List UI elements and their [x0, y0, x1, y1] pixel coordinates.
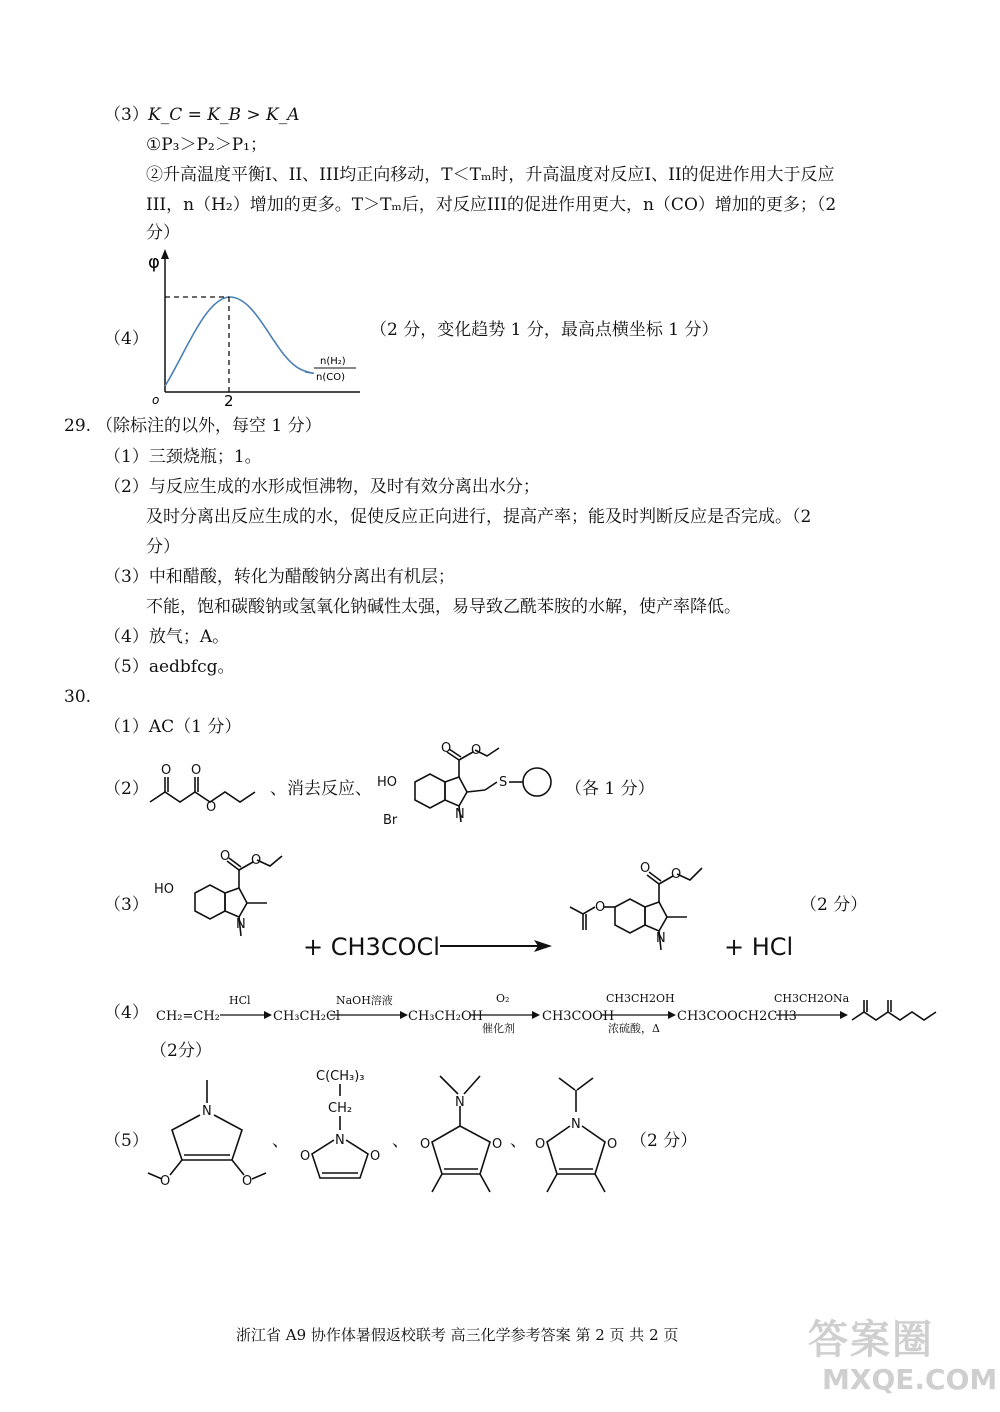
svg-text:O: O: [420, 1137, 431, 1152]
page-footer: 浙江省 A9 协作体暑假返校联考 高三化学参考答案 第 2 页 共 2 页: [236, 1326, 679, 1344]
svg-text:O: O: [671, 867, 682, 882]
svg-text:O: O: [471, 743, 482, 758]
q29-answer-2-line3: 分）: [146, 537, 180, 557]
svg-text:O: O: [492, 1137, 503, 1152]
route-arrow-1: [220, 1010, 272, 1020]
ethyl-acetoacetate-structure: [145, 762, 270, 812]
q30-3-score: （2 分）: [800, 895, 868, 915]
q29-answer-4: （4）放气；A。: [104, 627, 230, 647]
q29-answer-2-line2: 及时分离出反应生成的水，促使反应正向进行，提高产率；能及时判断反应是否完成。（2: [146, 507, 812, 527]
q28-3-number: （3）: [104, 105, 149, 125]
phi-vs-ratio-chart: [140, 244, 365, 409]
q29-answer-3-line1: （3）中和醋酸，转化为醋酸钠分离出有机层；: [104, 567, 455, 587]
q30-2-separator: 、消去反应、: [270, 779, 372, 799]
route-reagent3-top: O₂: [496, 992, 510, 1005]
acetoxy-indole-ester-product: [555, 852, 725, 957]
svg-text:O: O: [191, 763, 202, 778]
q28-3-line3: III，n（H₂）增加的更多。T＞Tₘ后，对反应III的促进作用更大，n（CO）增加的更多；（2: [146, 195, 837, 215]
svg-text:N: N: [656, 931, 666, 946]
q30-number: 30.: [64, 687, 92, 707]
q28-3-line1: ①P₃＞P₂＞P₁；: [146, 135, 268, 155]
svg-text:N: N: [455, 807, 465, 822]
q30-5-sep-2: 、: [392, 1131, 409, 1151]
route-step2-chloroethane: CH₃CH₂Cl: [273, 1009, 341, 1024]
svg-text:O: O: [640, 861, 651, 876]
svg-text:O: O: [535, 1137, 546, 1152]
q29-answer-2-line1: （2）与反应生成的水形成恒沸物，及时有效分离出水分；: [104, 477, 540, 497]
q29-number: 29.: [64, 416, 92, 436]
q30-4-score: （2分）: [150, 1041, 212, 1061]
svg-text:O: O: [220, 849, 231, 864]
svg-text:HO: HO: [377, 775, 398, 790]
y-axis-arrow: [161, 249, 169, 259]
watermark-site: MXQE.COM: [822, 1363, 998, 1396]
svg-text:O: O: [206, 800, 217, 812]
q29-answer-5: （5）aedbfcg。: [104, 657, 235, 677]
phi-curve: [165, 297, 313, 386]
q28-3-line2: ②升高温度平衡I、II、III均正向移动，T＜Tₘ时，升高温度对反应I、II的促进作用大于反应: [146, 165, 835, 185]
x-tick-2: 2: [224, 392, 234, 409]
svg-text:O: O: [300, 1149, 311, 1164]
q28-4-scoring-note: （2 分，变化趋势 1 分，最高点横坐标 1 分）: [370, 320, 719, 340]
q30-3-reagent: + CH3COCl: [303, 933, 440, 961]
svg-text:O: O: [161, 763, 172, 778]
svg-text:N: N: [571, 1117, 581, 1132]
route-reagent1: HCl: [229, 994, 251, 1007]
route-product-ethyl-acetoacetate: [850, 988, 940, 1028]
svg-text:O: O: [370, 1149, 381, 1164]
q30-2-number: （2）: [104, 779, 149, 799]
route-step3-ethanol: CH₃CH₂OH: [408, 1009, 483, 1024]
route-reagent5: CH3CH2ONa: [774, 992, 850, 1005]
svg-text:O: O: [251, 853, 262, 868]
q30-3-reaction-arrow: [440, 938, 555, 954]
route-reagent4-bottom: 浓硫酸，Δ: [608, 1022, 660, 1035]
svg-text:N: N: [202, 1104, 212, 1119]
watermark-logo: 答案圈: [808, 1317, 934, 1363]
route-reagent3-bottom: 催化剂: [482, 1022, 515, 1035]
x-axis-label-denominator: n(CO): [316, 372, 345, 383]
q30-3-number: （3）: [104, 895, 149, 915]
q30-5-sep-3: 、: [510, 1131, 527, 1151]
svg-text:O: O: [160, 1174, 171, 1189]
q30-4-number: （4）: [104, 1003, 149, 1023]
origin-label: o: [152, 393, 160, 407]
q30-2-score: （各 1 分）: [565, 779, 655, 799]
svg-text:O: O: [441, 742, 452, 756]
svg-text:O: O: [595, 900, 606, 915]
q30-5-sep-1: 、: [272, 1131, 289, 1151]
q28-3-line4: 分）: [146, 223, 180, 243]
q29-answer-1: （1）三颈烧瓶；1。: [104, 447, 262, 467]
svg-text:N: N: [236, 917, 246, 932]
svg-text:O: O: [242, 1174, 253, 1189]
q28-4-number: （4）: [104, 329, 149, 349]
route-reagent4-top: CH3CH2OH: [606, 992, 675, 1005]
svg-text:C(CH₃)₃: C(CH₃)₃: [316, 1069, 365, 1084]
svg-text:N: N: [455, 1095, 465, 1110]
route-reagent2: NaOH溶液: [336, 994, 393, 1007]
svg-text:HO: HO: [154, 882, 175, 897]
svg-text:S: S: [499, 775, 508, 790]
q30-answer-1: （1）AC（1 分）: [104, 717, 242, 737]
isomer-2-neopentyl-dioxazole: [290, 1068, 390, 1188]
svg-text:CH₂: CH₂: [328, 1101, 353, 1116]
route-step5-ethyl-acetate: CH3COOCH2CH3: [677, 1009, 797, 1024]
y-axis-label: φ: [148, 252, 160, 273]
q28-3-k-relation: K_C = K_B > K_A: [148, 105, 300, 125]
q30-5-number: （5）: [104, 1131, 149, 1151]
q29-answer-3-line2: 不能，饱和碳酸钠或氢氧化钠碱性太强，易导致乙酰苯胺的水解，使产率降低。: [146, 597, 741, 617]
route-arrow-5: [776, 1010, 848, 1020]
q29-header: （除标注的以外，每空 1 分）: [96, 416, 322, 436]
q30-3-byproduct: + HCl: [724, 933, 794, 961]
route-step1-ethylene: CH₂=CH₂: [156, 1009, 220, 1024]
hydroxy-indole-ester-reactant: [150, 848, 320, 948]
isomer-1-pyrroline-dimethoxy: [140, 1075, 270, 1195]
route-step4-acetic-acid: CH3COOH: [542, 1009, 615, 1024]
isomer-4-isopropyl-dioxazole: [525, 1070, 635, 1200]
svg-text:N: N: [335, 1133, 345, 1148]
x-axis-label-numerator: n(H₂): [320, 356, 346, 367]
bromo-indole-thioether-structure: [375, 742, 565, 837]
svg-text:Br: Br: [383, 813, 398, 828]
route-arrow-2: [330, 1010, 408, 1020]
svg-text:O: O: [607, 1137, 618, 1152]
isomer-3-dimethylamino-dioxole: [408, 1070, 518, 1200]
q30-5-score: （2 分）: [630, 1131, 698, 1151]
